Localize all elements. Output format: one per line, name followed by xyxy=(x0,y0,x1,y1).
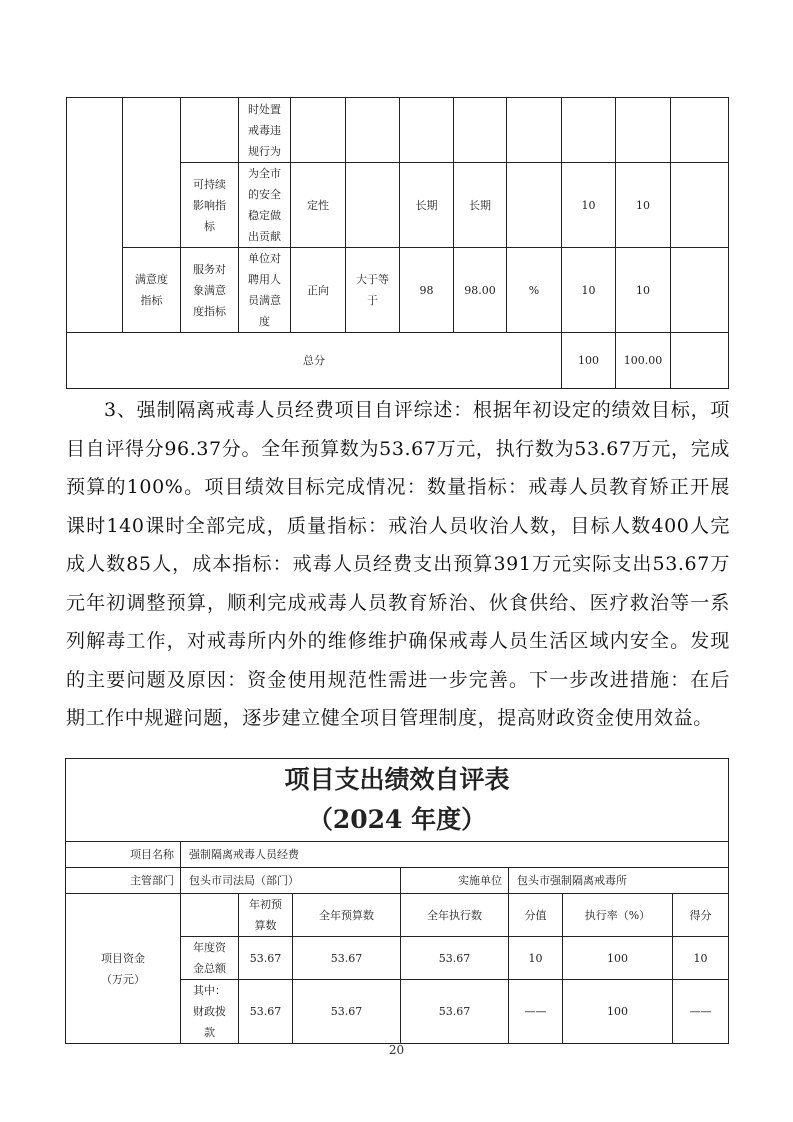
cell-empty xyxy=(562,98,616,163)
executed-amount: 53.67 xyxy=(401,937,509,980)
table-row xyxy=(67,248,729,333)
self-evaluation-summary xyxy=(66,391,730,738)
implementing-unit-label: 实施单位 xyxy=(401,868,509,894)
department-value: 包头市司法局（部门） xyxy=(181,868,401,894)
funds-header-row xyxy=(66,894,729,937)
summary-paragraph: 3、强制隔离戒毒人员经费项目自评综述：根据年初设定的绩效目标，项目自评得分96.37分。全年预算数为53.67万元，执行数为53.67万元，完成预算的100%。项目绩效目标完成情况：数量指标：戒毒人员教育矫正开展课时140课时全部完成，质量指标：戒治人员收治人数，目标人数400人完成人数85人，成本指标：戒毒人员经费支出预算391万元实际支出53.67万元年初调整预算，顺利完成戒毒人员教育矫治、伙食供给、医疗救治等一系列解毒工作，对戒毒所内外的维修维护确保戒毒人员生活区域内安全。发现的主要问题及原因：资金使用规范性需进一步完善。下一步改进措施：在后期工作中规避问题，逐步建立健全项目管理制度，提高财政资金使用效益。 xyxy=(66,399,730,729)
cell-empty xyxy=(671,98,729,163)
actual-cell: 长期 xyxy=(454,163,507,248)
table-row xyxy=(67,98,729,163)
fund-name: 其中：财政拨款 xyxy=(181,980,239,1044)
weight: 10 xyxy=(509,937,563,980)
score: —— xyxy=(673,980,729,1044)
level2-cell-empty xyxy=(181,98,239,163)
indicator-name-cell: 单位对聘用人员满意度 xyxy=(239,248,291,333)
header-cell: 全年预算数 xyxy=(293,894,401,937)
target-cell: 长期 xyxy=(400,163,454,248)
weight: —— xyxy=(509,980,563,1044)
level1b-cell-empty xyxy=(123,98,181,248)
header-cell: 分值 xyxy=(509,894,563,937)
table-title: 项目支出绩效自评表 xyxy=(284,765,510,794)
score-cell: 10 xyxy=(616,163,671,248)
project-name-row xyxy=(66,842,729,868)
level2-cell: 服务对象满意度指标 xyxy=(181,248,239,333)
header-cell xyxy=(181,894,239,937)
level1-cell: 满意度指标 xyxy=(123,248,181,333)
initial-budget: 53.67 xyxy=(239,937,293,980)
annual-budget: 53.67 xyxy=(293,980,401,1044)
indicator-name-cell: 为全市的安全稳定做出贡献 xyxy=(239,163,291,248)
level2-cell: 可持续影响指标 xyxy=(181,163,239,248)
implementing-unit-value: 包头市强制隔离戒毒所 xyxy=(509,868,729,894)
note-cell xyxy=(671,163,729,248)
title-row xyxy=(66,759,729,842)
level1-cell-empty xyxy=(67,98,123,333)
total-row xyxy=(67,333,729,389)
project-expenditure-evaluation-table xyxy=(65,758,729,1044)
cell-empty xyxy=(616,98,671,163)
initial-budget: 53.67 xyxy=(239,980,293,1044)
note-cell xyxy=(671,248,729,333)
performance-indicator-table xyxy=(66,97,729,389)
target-cell: 98 xyxy=(400,248,454,333)
page-number: 20 xyxy=(388,1043,405,1057)
weight-cell: 10 xyxy=(562,248,616,333)
weight-cell: 10 xyxy=(562,163,616,248)
project-name-label: 项目名称 xyxy=(66,842,181,868)
cell-empty xyxy=(291,98,346,163)
nature-cell: 正向 xyxy=(291,248,346,333)
annual-budget: 53.67 xyxy=(293,937,401,980)
header-cell: 年初预算数 xyxy=(239,894,293,937)
header-cell: 执行率（%） xyxy=(563,894,673,937)
table-title-cell xyxy=(66,759,729,842)
total-score: 100.00 xyxy=(616,333,671,389)
department-row xyxy=(66,868,729,894)
cell-empty xyxy=(400,98,454,163)
header-cell: 全年执行数 xyxy=(401,894,509,937)
header-cell: 得分 xyxy=(673,894,729,937)
fund-name: 年度资金总额 xyxy=(181,937,239,980)
total-label: 总分 xyxy=(67,333,562,389)
execution-rate: 100 xyxy=(563,980,673,1044)
score: 10 xyxy=(673,937,729,980)
cell-empty xyxy=(454,98,507,163)
operator-cell xyxy=(346,163,400,248)
total-note xyxy=(671,333,729,389)
funds-label: 项目资金（万元） xyxy=(66,894,181,1044)
actual-cell: 98.00 xyxy=(454,248,507,333)
score-cell: 10 xyxy=(616,248,671,333)
operator-cell: 大于等于 xyxy=(346,248,400,333)
cell-empty xyxy=(346,98,400,163)
indicator-name-cell: 时处置戒毒违规行为 xyxy=(239,98,291,163)
total-weight: 100 xyxy=(562,333,616,389)
department-label: 主管部门 xyxy=(66,868,181,894)
cell-empty xyxy=(507,98,562,163)
executed-amount: 53.67 xyxy=(401,980,509,1044)
nature-cell: 定性 xyxy=(291,163,346,248)
project-name-value: 强制隔离戒毒人员经费 xyxy=(181,842,729,868)
table-subtitle: （2024 年度） xyxy=(307,805,487,834)
unit-cell: % xyxy=(507,248,562,333)
execution-rate: 100 xyxy=(563,937,673,980)
unit-cell xyxy=(507,163,562,248)
